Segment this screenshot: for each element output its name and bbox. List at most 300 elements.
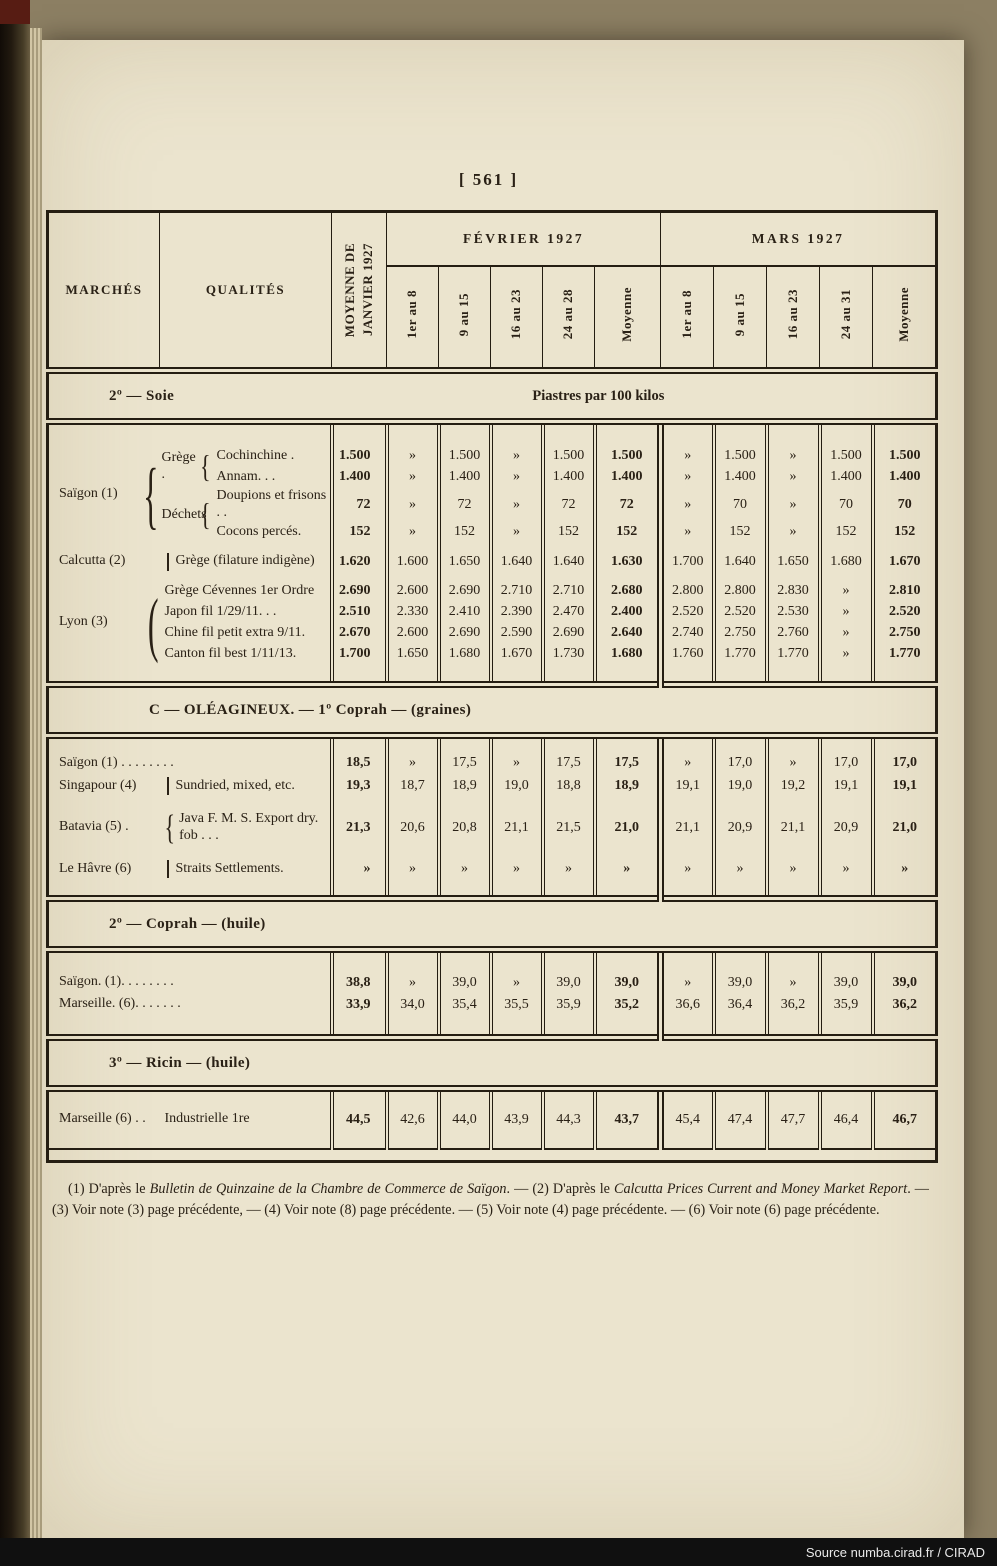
value-cell: 2.680 (595, 581, 661, 602)
item-cell (160, 808, 332, 848)
book-cover-corner (0, 0, 30, 24)
spacer-cell (439, 573, 491, 581)
source-credit-text: Source numba.cirad.fr / CIRAD (805, 1544, 985, 1560)
market-cell (48, 858, 160, 881)
spacer-cell (595, 573, 661, 581)
value-cell: 19,1 (661, 775, 714, 798)
value-cell: » (543, 858, 595, 881)
spacer-left (48, 950, 332, 972)
value-cell: 72 (332, 488, 387, 522)
value-cell: 72 (595, 488, 661, 522)
divider-bar-icon (167, 860, 169, 878)
cell-label: Cocons percés. (216, 523, 302, 539)
value-cell: 152 (332, 522, 387, 543)
value-cell: 21,0 (595, 808, 661, 848)
sub-cell (160, 488, 212, 543)
value-cell: 44,3 (543, 1107, 595, 1133)
item-cell (160, 644, 332, 665)
value-cell: » (767, 467, 820, 488)
col-header-fevrier: FÉVRIER 1927 (387, 212, 661, 267)
value-cell: 2.750 (873, 623, 937, 644)
spacer-cell (387, 1133, 439, 1149)
spacer-cell (543, 665, 595, 685)
spacer-row (48, 1016, 937, 1038)
spacer-cell (767, 1133, 820, 1149)
spacer-cell (661, 422, 714, 446)
spacer-cell (387, 665, 439, 685)
item-wrap (165, 553, 330, 571)
section-band-inner (49, 902, 935, 946)
value-cell: 46,7 (873, 1107, 937, 1133)
value-cell: 1.630 (595, 551, 661, 573)
spacer-cell (439, 736, 491, 752)
spacer-cell (595, 798, 661, 808)
value-cell: 39,0 (820, 972, 873, 994)
cell-label: Cochinchine . (216, 447, 295, 463)
section-band-inner (49, 374, 935, 418)
spacer-cell (767, 736, 820, 752)
section-band-row (48, 899, 937, 950)
value-cell: 2.520 (873, 602, 937, 623)
spacer-cell (661, 950, 714, 972)
value-cell: » (387, 467, 439, 488)
spacer-cell (661, 1089, 714, 1107)
cell-label: Marseille (6) . . (59, 1111, 146, 1127)
value-cell: 21,3 (332, 808, 387, 848)
value-cell: 18,9 (439, 775, 491, 798)
spacer-cell (439, 543, 491, 551)
section-note: Piastres par 100 kilos (532, 387, 665, 404)
value-cell: » (491, 858, 543, 881)
item-cell (212, 467, 332, 488)
value-cell: » (767, 522, 820, 543)
value-cell: 21,5 (543, 808, 595, 848)
page-content (46, 210, 935, 1221)
cell-label: Grège Cévennes 1er Ordre (164, 582, 315, 598)
value-cell: 19,2 (767, 775, 820, 798)
value-cell: 70 (873, 488, 937, 522)
value-cell: 1.400 (595, 467, 661, 488)
spacer-cell (387, 1016, 439, 1038)
value-cell: 72 (543, 488, 595, 522)
spacer-row (48, 950, 937, 972)
value-cell: 2.470 (543, 602, 595, 623)
value-cell: » (491, 752, 543, 775)
value-cell: 17,5 (439, 752, 491, 775)
source-credit-bar (0, 1538, 997, 1566)
table-row (48, 752, 937, 775)
item-wrap (164, 806, 330, 847)
rotated-header-label: 9 au 15 (731, 292, 747, 337)
spacer-cell (661, 736, 714, 752)
spacer-row (48, 1089, 937, 1107)
spacer-cell (767, 881, 820, 899)
spacer-cell (491, 798, 543, 808)
col-header-mars: MARS 1927 (661, 212, 937, 267)
spacer-left (48, 881, 332, 899)
spacer-cell (714, 736, 767, 752)
spacer-cell (595, 950, 661, 972)
spacer-cell (387, 422, 439, 446)
section-band (48, 371, 937, 422)
spacer-row (48, 798, 937, 808)
spacer-left (48, 1016, 332, 1038)
price-table (46, 210, 938, 1163)
value-cell: 1.500 (820, 446, 873, 467)
value-cell: » (767, 858, 820, 881)
spacer-cell (543, 1016, 595, 1038)
value-cell: 20,9 (820, 808, 873, 848)
item-cell (160, 775, 332, 798)
spacer-cell (714, 422, 767, 446)
cell-label: Saïgon (1) (59, 485, 118, 501)
spacer-row (48, 543, 937, 551)
value-cell: 17,0 (714, 752, 767, 775)
spacer-cell (491, 950, 543, 972)
spacer-cell (873, 848, 937, 858)
value-cell: 44,5 (332, 1107, 387, 1133)
sub-cell (160, 446, 212, 488)
spacer-cell (714, 573, 767, 581)
spacer-cell (714, 1133, 767, 1149)
value-cell: » (387, 488, 439, 522)
value-cell: 2.800 (714, 581, 767, 602)
spacer-cell (491, 881, 543, 899)
spacer-cell (439, 848, 491, 858)
value-cell: 1.670 (873, 551, 937, 573)
spacer-cell (387, 1089, 439, 1107)
value-cell: 2.830 (767, 581, 820, 602)
value-cell: 20,6 (387, 808, 439, 848)
value-cell: 2.390 (491, 602, 543, 623)
value-cell: 2.690 (439, 623, 491, 644)
value-cell: 152 (714, 522, 767, 543)
market-cell (48, 994, 332, 1016)
section-band-inner (49, 688, 935, 732)
value-cell: 35,4 (439, 994, 491, 1016)
value-cell: 2.590 (491, 623, 543, 644)
spacer-cell (873, 1089, 937, 1107)
section-title: 2º — Coprah — (huile) (109, 915, 266, 932)
cell-label: Singapour (4) (59, 777, 137, 793)
value-cell: 1.620 (332, 551, 387, 573)
value-cell: 1.400 (714, 467, 767, 488)
spacer-cell (820, 1133, 873, 1149)
value-cell: 36,4 (714, 994, 767, 1016)
col-header-mar-1 (661, 266, 714, 371)
value-cell: 1.400 (873, 467, 937, 488)
value-cell: 36,2 (767, 994, 820, 1016)
section-band (48, 685, 937, 736)
value-cell: 1.700 (661, 551, 714, 573)
spacer-cell (820, 848, 873, 858)
value-cell: » (491, 446, 543, 467)
value-cell: 2.760 (767, 623, 820, 644)
spacer-cell (820, 736, 873, 752)
value-cell: 19,0 (714, 775, 767, 798)
spacer-cell (661, 573, 714, 581)
market-cell (48, 581, 160, 665)
value-cell: 17,5 (543, 752, 595, 775)
spacer-row (48, 881, 937, 899)
col-header-feb-4 (543, 266, 595, 371)
spacer-cell (820, 881, 873, 899)
value-cell: 38,8 (332, 972, 387, 994)
rotated-header-label: Moyenne (895, 287, 911, 342)
value-cell: 39,0 (873, 972, 937, 994)
spacer-cell (332, 573, 387, 581)
value-cell: 42,6 (387, 1107, 439, 1133)
footnote-text: (1) D'après le (68, 1180, 150, 1197)
value-cell: 152 (439, 522, 491, 543)
spacer-cell (491, 665, 543, 685)
value-cell: 1.640 (543, 551, 595, 573)
col-header-qualites: QUALITÉS (160, 212, 332, 371)
value-cell: » (661, 488, 714, 522)
spacer-cell (491, 573, 543, 581)
value-cell: 72 (439, 488, 491, 522)
cell-label: Straits Settlements. (175, 860, 284, 876)
spacer-cell (491, 1133, 543, 1149)
section-title: 2º — Soie (109, 387, 175, 404)
spacer-left (48, 1133, 332, 1149)
spacer-cell (543, 950, 595, 972)
spacer-cell (543, 798, 595, 808)
value-cell: 70 (820, 488, 873, 522)
cell-label: Marseille. (6). . . . . . . (59, 996, 181, 1012)
spacer-cell (543, 1133, 595, 1149)
brace-icon: { (199, 447, 211, 484)
spacer-cell (873, 736, 937, 752)
value-cell: » (820, 581, 873, 602)
spacer-left (48, 1089, 332, 1107)
spacer-cell (873, 950, 937, 972)
spacer-cell (714, 665, 767, 685)
value-cell: 19,0 (491, 775, 543, 798)
value-cell: 1.500 (439, 446, 491, 467)
value-cell: 2.640 (595, 623, 661, 644)
spacer-cell (767, 665, 820, 685)
spacer-cell (820, 422, 873, 446)
value-cell: 1.400 (332, 467, 387, 488)
value-cell: 1.770 (873, 644, 937, 665)
table-row (48, 623, 937, 644)
rotated-header-label: 16 au 23 (508, 289, 524, 340)
page-edge-stack (30, 28, 42, 1546)
value-cell: 1.500 (595, 446, 661, 467)
brace-icon: ( (147, 582, 159, 663)
value-cell: 2.710 (491, 581, 543, 602)
spacer-row (48, 848, 937, 858)
spacer-cell (873, 422, 937, 446)
item-cell (160, 581, 332, 602)
value-cell: 70 (714, 488, 767, 522)
value-cell: 1.500 (332, 446, 387, 467)
table-end-rule (48, 1149, 937, 1162)
brace-icon: { (164, 806, 176, 847)
value-cell: » (491, 972, 543, 994)
spacer-cell (873, 881, 937, 899)
spacer-cell (543, 1089, 595, 1107)
value-cell: 18,5 (332, 752, 387, 775)
spacer-cell (439, 950, 491, 972)
spacer-cell (714, 881, 767, 899)
value-cell: 2.530 (767, 602, 820, 623)
value-cell: 2.750 (714, 623, 767, 644)
spacer-cell (332, 798, 387, 808)
value-cell: 17,0 (820, 752, 873, 775)
value-cell: 1.770 (767, 644, 820, 665)
rotated-header-label: 1er au 8 (678, 290, 694, 339)
cell-label: Lyon (3) (59, 614, 108, 630)
value-cell: » (767, 752, 820, 775)
table-row (48, 775, 937, 798)
brace-icon: { (143, 451, 159, 537)
rotated-header-label: 24 au 31 (837, 289, 853, 340)
rotated-header-label: JANVIER 1927 (359, 243, 375, 337)
spacer-row (48, 665, 937, 685)
value-cell: 2.600 (387, 623, 439, 644)
spacer-cell (661, 848, 714, 858)
value-cell: » (820, 623, 873, 644)
header-group-row (48, 212, 937, 267)
spacer-cell (661, 1016, 714, 1038)
section-title: 3º — Ricin — (huile) (109, 1054, 251, 1071)
spacer-cell (873, 665, 937, 685)
item-wrap (165, 860, 330, 878)
table-row (48, 858, 937, 881)
value-cell: 21,1 (491, 808, 543, 848)
value-cell: 2.690 (332, 581, 387, 602)
market-cell (48, 1107, 160, 1133)
table-header (48, 212, 937, 371)
value-cell: » (661, 522, 714, 543)
spacer-cell (491, 1089, 543, 1107)
section-band-inner (49, 1041, 935, 1085)
item-cell (160, 1107, 332, 1133)
value-cell: 39,0 (439, 972, 491, 994)
spacer-cell (595, 848, 661, 858)
value-cell: » (661, 446, 714, 467)
value-cell: 152 (543, 522, 595, 543)
value-cell: 1.400 (439, 467, 491, 488)
spacer-left (48, 798, 332, 808)
divider-bar-icon (167, 777, 169, 795)
value-cell: » (820, 602, 873, 623)
spacer-left (48, 543, 332, 551)
spacer-cell (661, 881, 714, 899)
market-cell (48, 972, 332, 994)
value-cell: » (387, 858, 439, 881)
market-cell (48, 752, 332, 775)
value-cell: » (820, 644, 873, 665)
item-cell (212, 488, 332, 522)
value-cell: 18,8 (543, 775, 595, 798)
spacer-cell (820, 543, 873, 551)
value-cell: 152 (873, 522, 937, 543)
value-cell: 47,7 (767, 1107, 820, 1133)
value-cell: 1.770 (714, 644, 767, 665)
value-cell: 2.410 (439, 602, 491, 623)
cell-label: Le Hâvre (6) (59, 860, 132, 876)
spacer-cell (767, 848, 820, 858)
section-band-row (48, 1038, 937, 1089)
spacer-cell (387, 573, 439, 581)
cell-label: Batavia (5) . (59, 819, 129, 835)
value-cell: 2.690 (543, 623, 595, 644)
item-cell (160, 602, 332, 623)
spacer-cell (661, 543, 714, 551)
value-cell: » (661, 467, 714, 488)
table-row (48, 1107, 937, 1133)
spacer-cell (595, 543, 661, 551)
spacer-cell (595, 736, 661, 752)
spacer-cell (491, 422, 543, 446)
value-cell: » (661, 858, 714, 881)
paper-page (42, 40, 964, 1538)
spacer-cell (661, 798, 714, 808)
spacer-cell (439, 881, 491, 899)
rotated-header-label: 16 au 23 (784, 289, 800, 340)
footnote-italic-text: Calcutta Prices Current and Money Market Report (613, 1180, 908, 1197)
market-cell (48, 446, 160, 543)
spacer-cell (387, 543, 439, 551)
spacer-cell (820, 1089, 873, 1107)
value-cell: 46,4 (820, 1107, 873, 1133)
value-cell: 2.810 (873, 581, 937, 602)
item-cell (160, 858, 332, 881)
table-row (48, 446, 937, 467)
book-spine (0, 0, 30, 1566)
spacer-cell (491, 1016, 543, 1038)
spacer-cell (767, 1016, 820, 1038)
value-cell: 19,1 (873, 775, 937, 798)
section-band-row (48, 685, 937, 736)
spacer-cell (439, 798, 491, 808)
spacer-cell (767, 950, 820, 972)
spacer-cell (332, 543, 387, 551)
value-cell: » (387, 972, 439, 994)
value-cell: 43,7 (595, 1107, 661, 1133)
cell-label: Calcutta (2) (59, 553, 126, 569)
value-cell: 35,2 (595, 994, 661, 1016)
item-cell (160, 551, 332, 573)
col-header-marches: MARCHÉS (48, 212, 160, 371)
value-cell: 35,9 (820, 994, 873, 1016)
item-cell (212, 446, 332, 467)
spacer-cell (714, 848, 767, 858)
brace-icon: { (199, 496, 211, 533)
spacer-row (48, 422, 937, 446)
value-cell: 1.650 (439, 551, 491, 573)
col-header-mar-moyenne (873, 266, 937, 371)
spacer-left (48, 736, 332, 752)
table-body (48, 371, 937, 1162)
value-cell: 1.640 (491, 551, 543, 573)
value-cell: 2.740 (661, 623, 714, 644)
value-cell: » (387, 522, 439, 543)
spacer-cell (543, 881, 595, 899)
spacer-left (48, 848, 332, 858)
spacer-cell (767, 543, 820, 551)
spacer-left (48, 573, 332, 581)
spacer-cell (595, 881, 661, 899)
spacer-cell (873, 1133, 937, 1149)
table-row (48, 551, 937, 573)
spacer-cell (767, 573, 820, 581)
cell-label: Grège (filature indigène) (175, 553, 315, 569)
value-cell: 19,1 (820, 775, 873, 798)
